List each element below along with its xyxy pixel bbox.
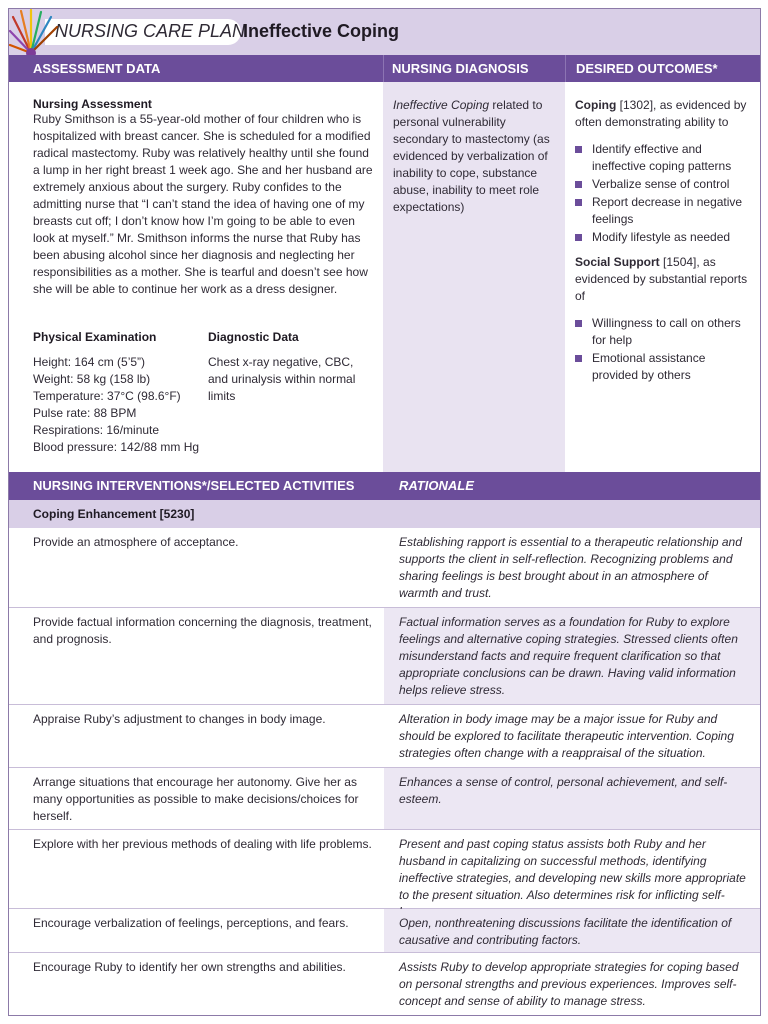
care-plan-page — [8, 8, 761, 1016]
coping-label: Coping — [575, 98, 617, 112]
coping-code: [1302], as evidenced by often demonstrating ability to — [575, 98, 747, 129]
title-kicker: NURSING CARE PLAN — [55, 21, 246, 41]
interventions-header — [9, 472, 760, 500]
physical-exam-pulse: Pulse rate: 88 BPM — [33, 406, 137, 420]
nursing-assessment-heading: Nursing Assessment — [33, 97, 152, 111]
title-band — [9, 9, 760, 55]
intervention-rationale: Assists Ruby to develop appropriate strategies for coping based on personal strengths and previous experiences. Improves self-concept and sense of ability to manage stress. — [384, 953, 760, 1016]
list-item: Identify effective and ineffective coping patterns — [575, 141, 754, 175]
interventions-header-label: NURSING INTERVENTIONS*/SELECTED ACTIVITIES — [33, 478, 355, 493]
intervention-rationale: Enhances a sense of control, personal achievement, and self-esteem. — [384, 768, 760, 829]
list-item: Modify lifestyle as needed — [575, 229, 754, 246]
intervention-activity: Encourage verbalization of feelings, perceptions, and fears. — [9, 909, 384, 952]
square-bullet-icon — [575, 320, 582, 327]
physical-exam-blood-pressure: Blood pressure: 142/88 mm Hg — [33, 440, 200, 454]
header-nursing-diagnosis: NURSING DIAGNOSIS — [383, 55, 565, 82]
header-assessment-data: ASSESSMENT DATA — [9, 55, 383, 82]
square-bullet-icon — [575, 146, 582, 153]
intervention-rationale: Alteration in body image may be a major issue for Ruby and should be explored to facilitate therapeutic intervention. Coping strategies often change with a reappraisal of the situation. — [384, 705, 760, 767]
outcomes-column — [565, 82, 761, 472]
table-row — [9, 705, 760, 768]
intervention-activity: Arrange situations that encourage her autonomy. Give her as many opportunities as possible to make decisions/choices for herself. — [9, 768, 384, 829]
diagnostic-data-heading: Diagnostic Data — [208, 330, 299, 344]
list-item: Report decrease in negative feelings — [575, 194, 754, 228]
rationale-header-label: RATIONALE — [399, 478, 474, 493]
social-support-list — [575, 315, 754, 384]
diagnosis-text — [393, 97, 557, 216]
intervention-activity: Provide factual information concerning the diagnosis, treatment, and prognosis. — [9, 608, 384, 704]
list-item: Emotional assistance provided by others — [575, 350, 754, 384]
interventions-table — [9, 528, 760, 1016]
table-row — [9, 768, 760, 830]
square-bullet-icon — [575, 181, 582, 188]
table-row — [9, 909, 760, 953]
intervention-rationale: Factual information serves as a foundation for Ruby to explore feelings and alternative coping strategies. Stressed clients often misunderstand facts and require frequent clarification so that appropriate conclusions can be drawn. Having valid information helps relieve stress. — [384, 608, 760, 704]
intervention-activity: Provide an atmosphere of acceptance. — [9, 528, 384, 607]
social-support-code: [1504], as evidenced by substantial reports of — [575, 255, 748, 303]
coping-outcome — [575, 97, 754, 131]
intervention-activity: Appraise Ruby’s adjustment to changes in body image. — [9, 705, 384, 767]
intervention-rationale: Establishing rapport is essential to a therapeutic relationship and supports the client in self-reflection. Recognizing problems and sharing feelings is best brought about in an atmosphere of warmth and trust. — [384, 528, 760, 607]
physical-exam-height: Height: 164 cm (5’5”) — [33, 355, 146, 369]
diagnostic-data-text: Chest x-ray negative, CBC, and urinalysis within normal limits — [208, 355, 356, 403]
intervention-activity: Encourage Ruby to identify her own strengths and abilities. — [9, 953, 384, 1016]
diagnosis-label: Ineffective Coping — [393, 98, 490, 112]
physical-exam-heading: Physical Examination — [33, 330, 157, 344]
intervention-rationale: Present and past coping status assists both Ruby and her husband in capitalizing on successful methods, identifying ineffective strategies, and developing new skills more appropriate to the present situation. Also determines risk for inflicting self- — [384, 830, 760, 908]
coping-enhancement-section: Coping Enhancement [5230] — [9, 500, 760, 528]
coping-outcome-list — [575, 141, 754, 246]
header-desired-outcomes: DESIRED OUTCOMES* — [565, 55, 761, 82]
table-row — [9, 528, 760, 608]
intervention-activity: Explore with her previous methods of dealing with life problems. — [9, 830, 384, 908]
table-row — [9, 953, 760, 1016]
table-row — [9, 608, 760, 705]
social-support-outcome — [575, 254, 754, 305]
square-bullet-icon — [575, 355, 582, 362]
nursing-assessment-text: Ruby Smithson is a 55-year-old mother of four children who is hospitalized with breast cancer. She is scheduled for a modified radical mastectomy. Ruby was relatively healthy until she found a lump in her right breast 1 week ago. She and her husband are extremely anxious about the surgery. Ruby confides to the admitting nurse that “I can’t stand the idea of having one of my breasts cut off; I don’t know how I’m going to be able to even look at myself.” Mr. Smithson informs the nurse that Ruby has been abusing alcohol since her diagnosis and neglecting her responsibilities as a mother. She is tearful and doesn’t see how she will be able to continue her work as a dress designer. — [33, 112, 373, 296]
table-row — [9, 830, 760, 909]
list-item: Willingness to call on others for help — [575, 315, 754, 349]
physical-exam-temperature: Temperature: 37°C (98.6°F) — [33, 389, 181, 403]
square-bullet-icon — [575, 234, 582, 241]
diagnosis-column — [383, 82, 565, 472]
physical-exam-weight: Weight: 58 kg (158 lb) — [33, 372, 151, 386]
physical-exam-block — [33, 330, 203, 456]
physical-exam-respirations: Respirations: 16/minute — [33, 423, 160, 437]
list-item: Verbalize sense of control — [575, 176, 754, 193]
page-title: Ineffective Coping — [243, 21, 400, 41]
diagnosis-detail: related to personal vulnerability secondary to mastectomy (as evidenced by verbalization of inability to cope, substance abuse, inability to meet role expectations) — [393, 98, 550, 214]
diagnostic-data-block — [208, 330, 373, 405]
intervention-rationale: Open, nonthreatening discussions facilitate the identification of causative and contributing factors. — [384, 909, 760, 952]
social-support-label: Social Support — [575, 255, 660, 269]
square-bullet-icon — [575, 199, 582, 206]
